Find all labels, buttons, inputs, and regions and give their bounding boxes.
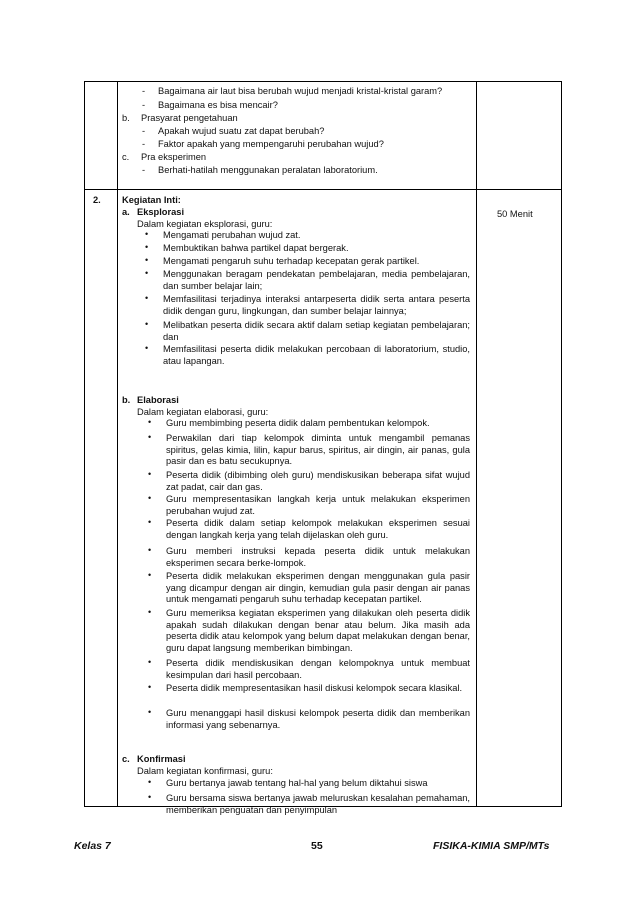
bullet-icon: • [148, 417, 152, 427]
bullet-icon: • [148, 570, 152, 580]
bullet-icon: • [148, 493, 152, 503]
list-item: Peserta didik melakukan eksperimen dengan menggunakan gula pasir yang dicampur dengan air dingin, kemudian gula pasir dengan air panas untuk mengamati pengaruh suhu terhadap kecepatan partikel. [166, 571, 470, 605]
list-item: Memfasilitasi terjadinya interaksi antarpeserta didik serta antara peserta didik dengan guru, lingkungan, dan sumber belajar lainnya; [163, 294, 470, 316]
subsection-b-intro: Dalam kegiatan elaborasi, guru: [137, 407, 269, 417]
intro-c-title: Pra eksperimen [141, 152, 207, 162]
bullet-icon: • [145, 242, 149, 252]
bullet-icon: • [148, 545, 152, 555]
bullet-icon: • [145, 343, 149, 353]
footer-subject: FISIKA-KIMIA SMP/MTs [433, 840, 550, 852]
row-divider [85, 189, 561, 190]
column-divider [476, 82, 477, 806]
bullet-icon: • [148, 792, 152, 802]
list-item: Guru menanggapi hasil diskusi kelompok peserta didik dan memberikan informasi yang sebenarnya. [166, 708, 470, 730]
bullet-icon: • [145, 293, 149, 303]
subsection-a-intro: Dalam kegiatan eksplorasi, guru: [137, 219, 273, 229]
list-item: Peserta didik mendiskusikan dengan kelompoknya untuk membuat kesimpulan dari hasil percobaan. [166, 658, 470, 680]
intro-item: Bagaimana air laut bisa berubah wujud menjadi kristal-kristal garam? [158, 86, 443, 96]
subsection-c-label: c. [122, 754, 130, 764]
subsection-c-intro: Dalam kegiatan konfirmasi, guru: [137, 766, 273, 776]
bullet-icon: • [148, 607, 152, 617]
list-item: Guru bertanya jawab tentang hal-hal yang belum diktahui siswa [166, 778, 428, 788]
subsection-b-title: Elaborasi [137, 395, 179, 405]
list-item: Menggunakan beragam pendekatan pembelajaran, media pembelajaran, dan sumber belajar lain; [163, 269, 470, 291]
intro-item: Bagaimana es bisa mencair? [158, 100, 278, 110]
bullet-icon: • [148, 432, 152, 442]
list-item: Memfasilitasi peserta didik melakukan percobaan di laboratorium, studio, atau lapangan. [163, 344, 470, 366]
section-number: 2. [93, 195, 101, 205]
list-item: Melibatkan peserta didik secara aktif dalam setiap kegiatan pembelajaran; dan [163, 320, 470, 342]
list-item: Peserta didik mempresentasikan hasil diskusi kelompok secara klasikal. [166, 683, 463, 693]
bullet-icon: • [145, 319, 149, 329]
subsection-c-title: Konfirmasi [137, 754, 186, 764]
bullet-icon: • [148, 657, 152, 667]
footer-class: Kelas 7 [74, 840, 111, 852]
bullet-icon: • [148, 469, 152, 479]
list-item: Guru memberi instruksi kepada peserta didik untuk melakukan eksperimen secara berke-lompok. [166, 546, 470, 568]
list-item: Perwakilan dari tiap kelompok diminta untuk mengambil pemanas spiritus, gelas kimia, lilin, kapur barus, spiritus, air dingin, air panas, gula pasir dan es batu secukupnya. [166, 433, 470, 467]
bullet-icon: • [145, 268, 149, 278]
list-item: Peserta didik dalam setiap kelompok melakukan eksperimen sesuai dengan langkah kerja yang telah dijelaskan oleh guru. [166, 518, 470, 540]
bullet-icon: • [148, 707, 152, 717]
duration: 50 Menit [497, 209, 533, 219]
column-divider [117, 82, 118, 806]
subsection-a-title: Eksplorasi [137, 207, 185, 217]
list-item: Peserta didik (dibimbing oleh guru) mendiskusikan beberapa sifat wujud zat padat, cair dan gas. [166, 470, 470, 492]
intro-b-title: Prasyarat pengetahuan [141, 113, 238, 123]
bullet-icon: • [148, 777, 152, 787]
list-item: Guru memeriksa kegiatan eksperimen yang dilakukan oleh peserta didik apakah sudah dilakukan dengan benar atau belum. Jika masih ada peserta didik atau kelompok yang belum dapat melakukan dengan benar, guru dapat langsung memberikan bimbingan. [166, 608, 470, 653]
section-title: Kegiatan Inti: [122, 195, 181, 205]
list-item: Guru membimbing peserta didik dalam pembentukan kelompok. [166, 418, 430, 428]
list-item: Guru mempresentasikan langkah kerja untuk melakukan eksperimen perubahan wujud zat. [166, 494, 470, 516]
bullet-icon: • [145, 255, 149, 265]
intro-c-label: c. [122, 152, 130, 162]
intro-item: Berhati-hatilah menggunakan peralatan laboratorium. [158, 165, 378, 175]
list-item: Membuktikan bahwa partikel dapat bergerak. [163, 243, 349, 253]
bullet-icon: • [148, 517, 152, 527]
intro-b-label: b. [122, 113, 130, 123]
intro-item: Apakah wujud suatu zat dapat berubah? [158, 126, 325, 136]
bullet-icon: • [148, 682, 152, 692]
list-item: Mengamati pengaruh suhu terhadap kecepatan gerak partikel. [163, 256, 420, 266]
page-number: 55 [311, 840, 323, 852]
list-item: Guru bersama siswa bertanya jawab meluruskan kesalahan pemahaman, memberikan penguatan dan penyimpulan [166, 793, 470, 815]
subsection-a-label: a. [122, 207, 130, 217]
bullet-icon: • [145, 229, 149, 239]
list-item: Mengamati perubahan wujud zat. [163, 230, 301, 240]
subsection-b-label: b. [122, 395, 131, 405]
intro-item: Faktor apakah yang mempengaruhi perubahan wujud? [158, 139, 384, 149]
